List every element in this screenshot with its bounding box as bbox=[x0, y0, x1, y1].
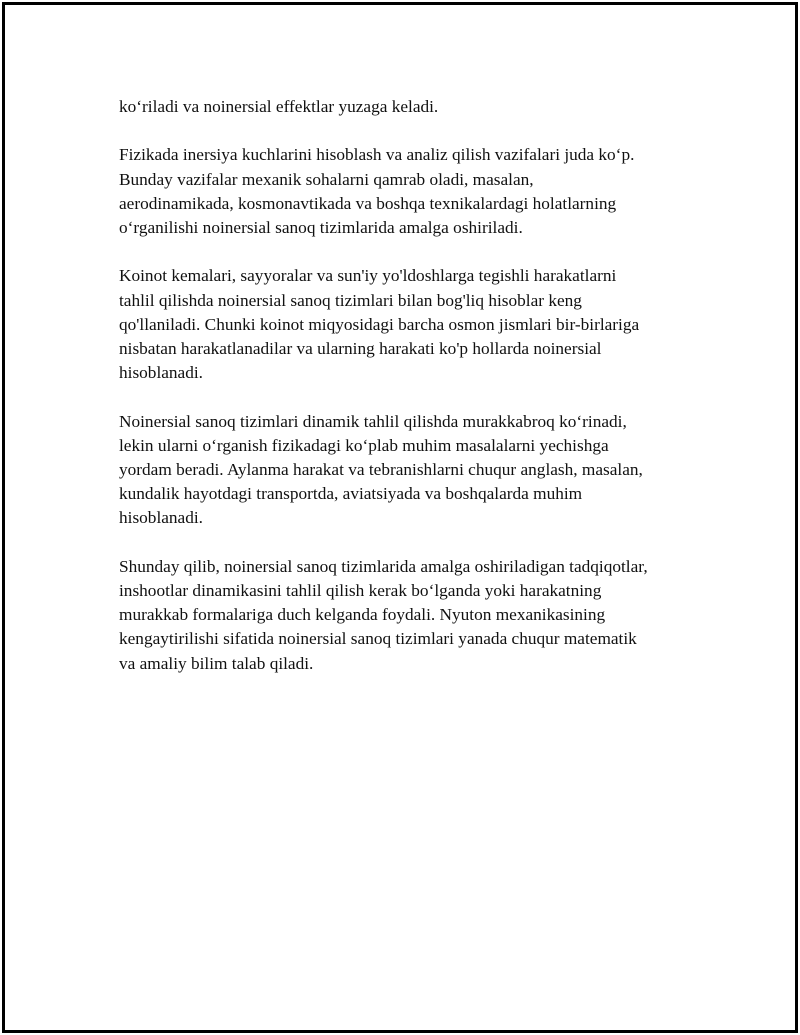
paragraph-2: Fizikada inersiya kuchlarini hisoblash va analiz qilish vazifalari juda koʻp. Bunday vazifalar mexanik sohalarni qamrab oladi, masalan, aerodinamikada, kosmonavtikada va boshqa texnikalardagi holatlarning oʻrganilishi noinersial sanoq tizimlarida amalga oshiriladi. bbox=[119, 145, 635, 237]
paragraph-5: Shunday qilib, noinersial sanoq tizimlarida amalga oshiriladigan tadqiqotlar, inshootlar dinamikasini tahlil qilish kerak boʻlganda yoki harakatning murakkab formalariga duch kelganda foydali. Nyuton mexanikasining kengaytirilishi sifatida noinersial sanoq tizimlari yanada chuqur matematik va amaliy bilim talab qiladi. bbox=[119, 556, 648, 673]
paragraph-1: koʻriladi va noinersial effektlar yuzaga keladi. bbox=[119, 97, 439, 116]
document-body bbox=[119, 95, 699, 700]
document-page bbox=[2, 2, 798, 1033]
paragraph-4: Noinersial sanoq tizimlari dinamik tahlil qilishda murakkabroq koʻrinadi, lekin ularni oʻrganish fizikadagi koʻplab muhim masalalarni yechishga yordam beradi. Aylanma harakat va tebranishlarni chuqur anglash, masalan, kundalik hayotdagi transportda, aviatsiyada va boshqalarda muhim hisoblanadi. bbox=[119, 411, 643, 528]
paragraph-3: Koinot kemalari, sayyoralar va sun'iy yo'ldoshlarga tegishli harakatlarni tahlil qilishda noinersial sanoq tizimlari bilan bog'liq hisoblar keng qo'llaniladi. Chunki koinot miqyosidagi barcha osmon jismlari bir-birlariga nisbatan harakatlanadilar va ularning harakati ko'p hollarda noinersial hisoblanadi. bbox=[119, 266, 640, 383]
